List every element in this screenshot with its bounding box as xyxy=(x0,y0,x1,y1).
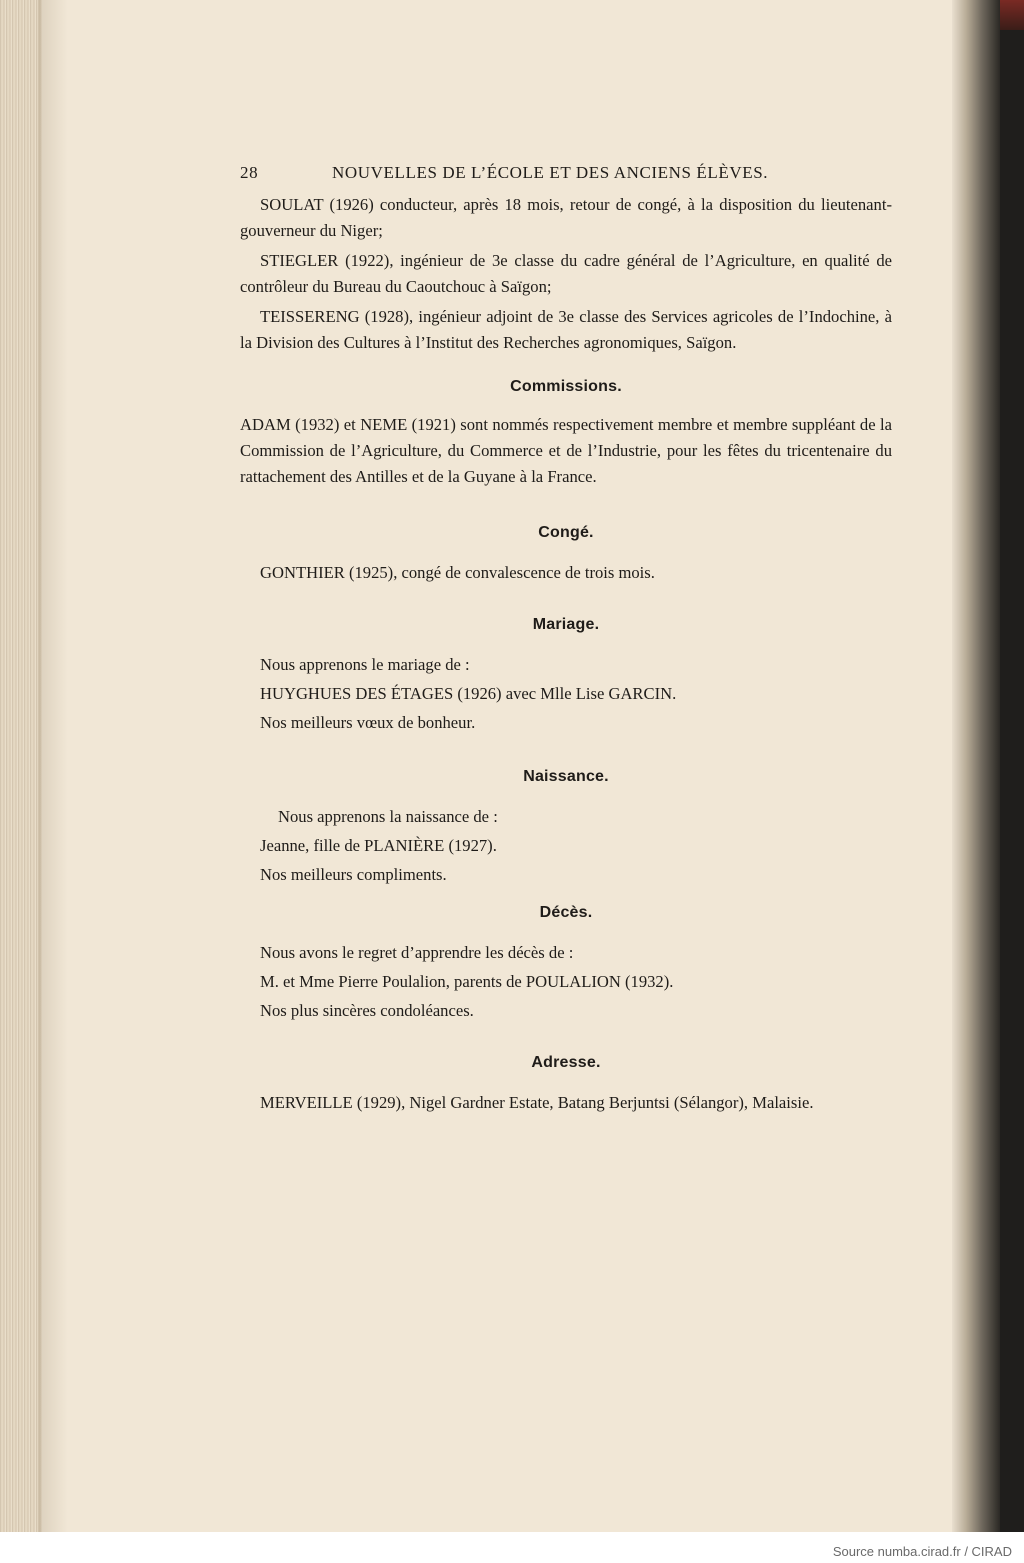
commissions-paragraph: ADAM (1932) et NEME (1921) sont nommés respectivement membre et membre suppléant de la Commission de l’Agriculture, du Commerce et de l’Industrie, pour les fêtes du tricentenaire du rattachement des Antilles et de la Guyane à la France. xyxy=(240,415,892,486)
section-heading-commissions: Commissions. xyxy=(510,378,622,395)
book-spine-shadow xyxy=(952,0,1000,1532)
gutter-shadow xyxy=(38,0,68,1532)
section-heading-adresse: Adresse. xyxy=(531,1054,601,1071)
page-text-block xyxy=(240,150,892,1120)
naissance-line: Jeanne, fille de PLANIÈRE (1927). xyxy=(260,836,497,855)
mariage-line: Nos meilleurs vœux de bonheur. xyxy=(260,713,476,732)
source-credit: Source numba.cirad.fr / CIRAD xyxy=(832,1544,1012,1559)
deces-line: M. et Mme Pierre Poulalion, parents de POULALION (1932). xyxy=(260,972,674,991)
deces-line: Nos plus sincères condoléances. xyxy=(260,1001,474,1020)
page-edges xyxy=(0,0,42,1532)
nomination-paragraph: SOULAT (1926) conducteur, après 18 mois, retour de congé, à la disposition du lieutenant-gouverneur du Niger; xyxy=(240,195,892,240)
section-heading-conge: Congé. xyxy=(538,524,594,541)
conge-paragraph: GONTHIER (1925), congé de convalescence de trois mois. xyxy=(260,563,655,582)
running-title: NOUVELLES DE L’ÉCOLE ET DES ANCIENS ÉLÈVES. xyxy=(332,163,769,182)
adresse-paragraph: MERVEILLE (1929), Nigel Gardner Estate, Batang Berjuntsi (Sélangor), Malaisie. xyxy=(260,1093,814,1112)
section-heading-mariage: Mariage. xyxy=(532,616,600,633)
nomination-paragraph: TEISSERENG (1928), ingénieur adjoint de 3e classe des Services agricoles de l’Indochine, à la Division des Cultures à l’Institut des Recherches agronomiques, Saïgon. xyxy=(240,307,892,352)
deces-line: Nous avons le regret d’apprendre les décès de : xyxy=(260,943,574,962)
mariage-line: Nous apprenons le mariage de : xyxy=(260,655,470,674)
running-head xyxy=(240,160,892,186)
section-heading-deces: Décès. xyxy=(539,904,593,921)
nomination-paragraph: STIEGLER (1922), ingénieur de 3e classe du cadre général de l’Agriculture, en qualité de contrôleur du Bureau du Caoutchouc à Saïgon; xyxy=(240,251,892,296)
section-heading-naissance: Naissance. xyxy=(523,768,609,785)
naissance-line: Nous apprenons la naissance de : xyxy=(278,807,498,826)
book-cover-edge xyxy=(1000,0,1024,1532)
page-number: 28 xyxy=(240,163,259,182)
cover-corner xyxy=(1000,0,1024,30)
mariage-line: HUYGHUES DES ÉTAGES (1926) avec Mlle Lise GARCIN. xyxy=(260,684,677,703)
naissance-line: Nos meilleurs compliments. xyxy=(260,865,447,884)
